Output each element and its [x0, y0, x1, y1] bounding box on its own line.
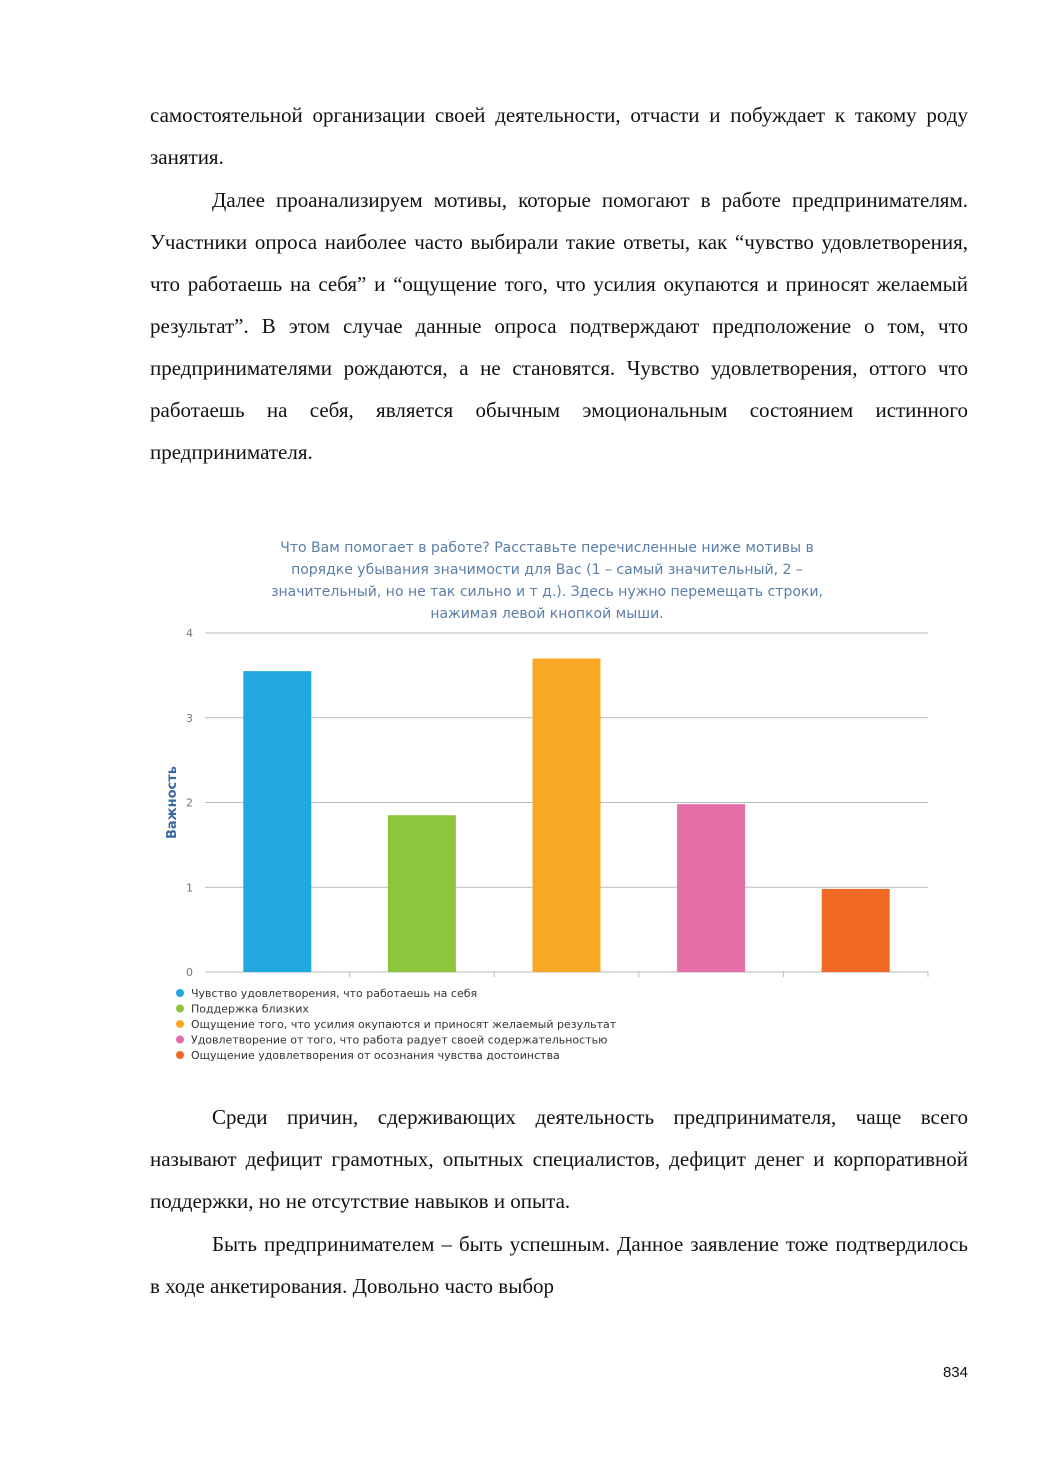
paragraph: Среди причин, сдерживающих деятельность предпринимателя, чаще всего называют дефицит грамотных, опытных специалистов, дефицит денег и корпоративной поддержки, но не отсутствие навыков и опыта.: [150, 1105, 968, 1213]
legend-marker: [176, 989, 184, 997]
chart-title-line: значительный, но не так сильно и т д.). Здесь нужно перемещать строки,: [271, 584, 823, 600]
bar: [677, 804, 745, 972]
chart-title-line: порядке убывания значимости для Вас (1 – самый значительный, 2 –: [291, 562, 803, 578]
y-tick-label: 2: [186, 796, 193, 810]
legend-label: Удовлетворение от того, что работа радует своей содержательностью: [191, 1033, 608, 1047]
y-tick-label: 1: [186, 881, 193, 895]
legend-marker: [176, 1005, 184, 1013]
legend-label: Ощущение того, что усилия окупаются и приносят желаемый результат: [191, 1018, 617, 1031]
paragraph: самостоятельной организации своей деятельности, отчасти и побуждает к такому роду занятия.: [150, 103, 968, 169]
legend-marker: [176, 1020, 184, 1028]
bar-chart: [150, 532, 950, 1077]
bar: [388, 815, 456, 972]
legend-label: Чувство удовлетворения, что работаешь на себя: [191, 987, 478, 1000]
page-number: 834: [942, 1364, 968, 1381]
legend-label: Ощущение удовлетворения от осознания чувства достоинства: [191, 1049, 560, 1062]
chart-title-line: нажимая левой кнопкой мыши.: [430, 606, 664, 622]
bar: [822, 889, 890, 972]
y-axis-label: Важность: [165, 766, 180, 839]
bar: [533, 658, 601, 972]
y-tick-label: 0: [186, 966, 193, 979]
paragraph: Быть предпринимателем – быть успешным. Данное заявление тоже подтвердилось в ходе анкетирования. Довольно часто выбор: [150, 1232, 968, 1298]
legend-label: Поддержка близких: [191, 1002, 309, 1016]
legend-marker: [176, 1051, 184, 1059]
legend-marker: [176, 1036, 184, 1044]
chart-svg: [150, 532, 950, 1077]
y-tick-label: 4: [186, 627, 193, 640]
chart-title-line: Что Вам помогает в работе? Расставьте перечисленные ниже мотивы в: [280, 540, 814, 556]
bar: [243, 671, 311, 972]
y-tick-label: 3: [186, 711, 193, 725]
paragraph: Далее проанализируем мотивы, которые помогают в работе предпринимателям. Участники опроса наиболее часто выбирали такие ответы, как “чувство удовлетворения, что работаешь на себя” и “ощущение того, что усилия окупаются и приносят желаемый результат”. В этом случае данные опроса подтверждают предположение о том, что предпринимателями рождаются, а не становятся. Чувство удовлетворения, оттого что работаешь на себя, является обычным эмоциональным состоянием истинного предпринимателя.: [150, 188, 968, 464]
